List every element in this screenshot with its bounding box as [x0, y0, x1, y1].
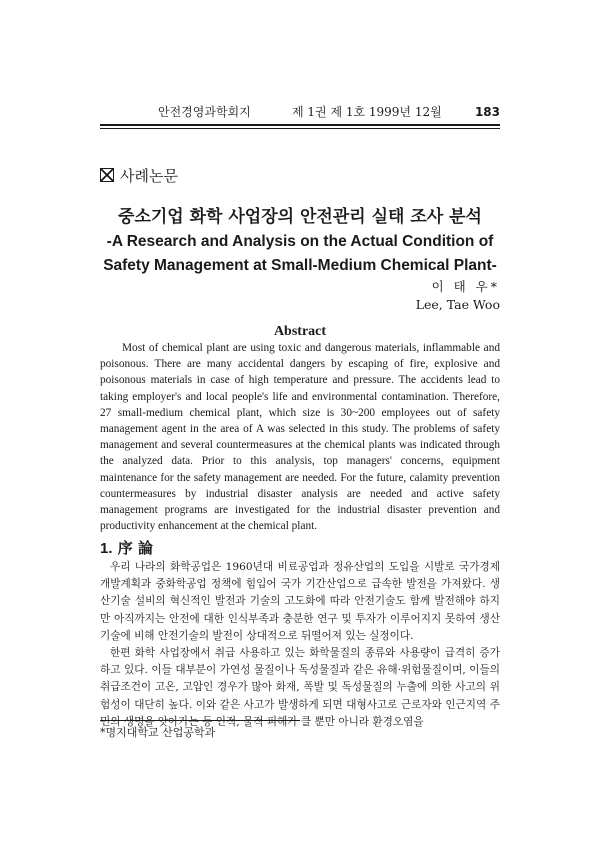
author-english: Lee, Tae Woo: [415, 297, 500, 312]
running-header: [100, 103, 500, 121]
abstract-text: Most of chemical plant are using toxic and dangerous materials, inflammable and poisonous. There are many accidental dangers by escaping of fire, explosive and poisonous materials in case of high temperature and pressure. The accidents lead to taking employer's and local people's life and environmental contamination. Therefore, 27 small-medium chemical plant, which size is 30~200 employees out of safety management agent in the area of A was selected in this study. The problems of safety management and several countermeasures at the chemical plants was indicated through the analyzed data. Prior to this analysis, top managers' concerns, equipment maintenance for the safety management are needed. For the future, calamity prevention countermeasures by industrial disaster analysis are needed and active safety management programs are investigated for the industrial disaster prevention and productivity enhancement at the chemical plant.: [100, 342, 500, 533]
title-english-line1: -A Research and Analysis on the Actual Condition of: [106, 233, 494, 250]
article-type: [100, 167, 178, 185]
header-rule: [100, 124, 500, 126]
footnote-rule: [100, 720, 300, 721]
section-number: 1.: [100, 540, 113, 557]
title-korean: 중소기업 화학 사업장의 안전관리 실태 조사 분석: [118, 207, 482, 227]
page-number: 183: [474, 105, 500, 119]
article-type-label: 사례논문: [120, 167, 178, 185]
body-paragraph-2: 한편 화학 사업장에서 취급 사용하고 있는 화학물질의 종류와 사용량이 급격히 증가하고 있다. 이들 대부분이 가연성 물질이나 독성물질과 같은 유해·위험물질이며, 이들의 취급조건이 고온, 고압인 경우가 많아 화재, 폭발 및 독성물질의 누출에 의한 사고의 위험성이 대단히 높다. 이와 같은 사고가 발생하게 되면 대형사고로 근로자와 인근지역 주민의 생명을 앗아가는 등 인적, 물적 피해가 클 뿐만 아니라 환경오염을: [100, 647, 500, 728]
section-heading: [100, 538, 153, 559]
footnote: *명지대학교 산업공학과: [100, 726, 216, 739]
header-rule-thin: [100, 128, 500, 129]
abstract-heading: Abstract: [273, 324, 327, 339]
issue-info: 제 1권 제 1호 1999년 12월: [292, 105, 442, 119]
title-english-line2: Safety Management at Small-Medium Chemical Plant-: [103, 257, 497, 274]
checkbox-icon: [100, 168, 114, 182]
body-paragraph-1: 우리 나라의 화학공업은 1960년대 비료공업과 정유산업의 도입을 시발로 국가경제 개발계획과 중화학공업 정책에 힘입어 국가 기간산업으로 급속한 발전을 가져왔다. 생산기술 설비의 혁신적인 발전과 기술의 고도화에 따라 안전기술도 함께 발전해야 하지만 아직까지는 안전에 대한 인식부족과 충분한 연구 및 투자가 이루어지지 못하여 생산기술에 비해 안전기술의 발전이 상대적으로 뒤떨어져 있는 실정이다.: [100, 561, 500, 642]
author-korean: 이 태 우*: [431, 279, 500, 294]
body-text: [100, 559, 500, 731]
section-title: 序 論: [117, 539, 153, 557]
title-block: [100, 204, 500, 278]
journal-name: 안전경영과학회지: [158, 105, 251, 119]
